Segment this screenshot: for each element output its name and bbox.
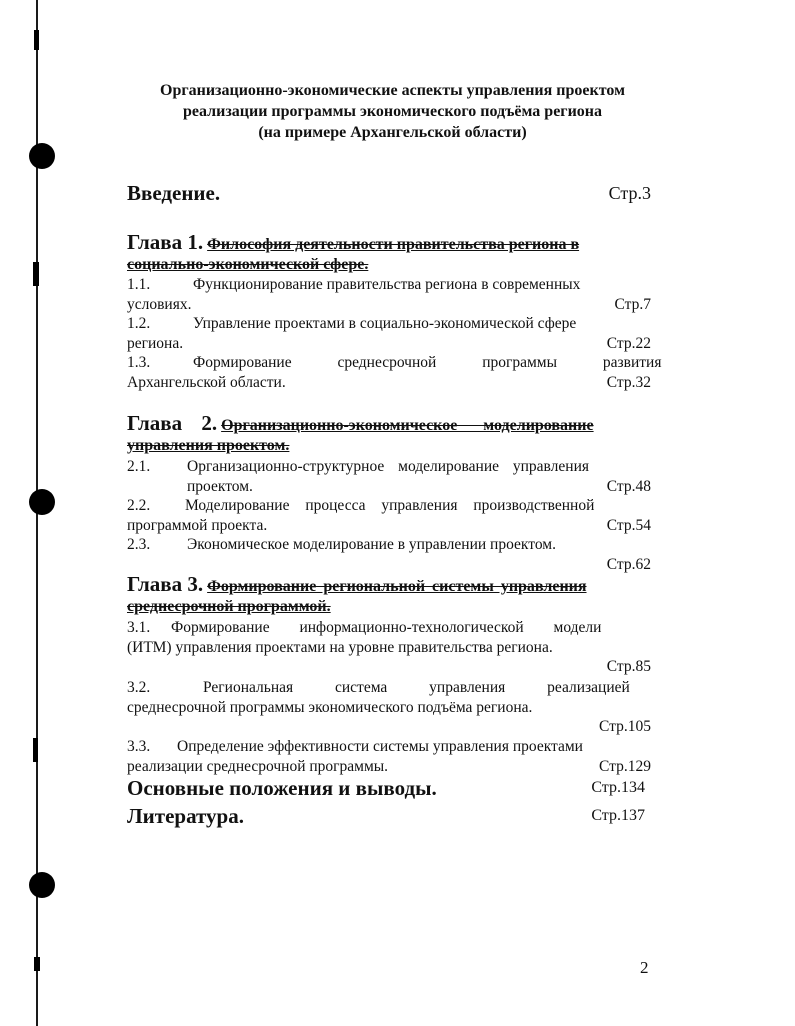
item-3-2-text-cont: среднесрочной программы экономического подъёма региона. [127, 698, 533, 716]
chapter-1-label: Глава 1. [127, 230, 204, 254]
introduction-label: Введение. [127, 181, 221, 205]
item-3-3-page: Стр.129 [599, 757, 651, 775]
toc-item-3-2 [127, 678, 651, 737]
conclusions-label: Основные положения и выводы. [127, 776, 437, 800]
punch-hole [29, 489, 55, 515]
toc-item-1-2 [127, 314, 651, 353]
toc-item-2-3 [127, 535, 651, 574]
item-3-3-number: 3.3. [127, 738, 151, 755]
item-3-3-text: Определение эффективности системы управления проектами [177, 738, 583, 755]
chapter-1-title-line-2: социально-экономической сфере. [127, 256, 369, 273]
toc-introduction [127, 180, 651, 206]
binding-mark [33, 738, 38, 762]
item-3-1-text: Формирование информационно-технологической модели [171, 619, 602, 636]
item-2-1-text-cont: проектом. [187, 477, 253, 495]
item-2-3-page: Стр.62 [606, 555, 651, 573]
item-2-2-number: 2.2. [127, 497, 151, 514]
item-1-1-number: 1.1. [127, 276, 151, 293]
toc-item-3-3 [127, 737, 651, 776]
literature-label: Литература. [127, 804, 244, 828]
item-2-1-page: Стр.48 [606, 477, 651, 495]
toc-item-1-3 [127, 353, 662, 392]
item-3-1-number: 3.1. [127, 619, 151, 636]
chapter-2-heading [127, 411, 653, 456]
item-2-1-text: Организационно-структурное моделирование управления [187, 458, 590, 475]
item-1-1-text-cont: условиях. [127, 295, 192, 313]
item-3-2-text: Региональная система управления реализацией [203, 679, 630, 696]
toc-item-2-2 [127, 496, 651, 535]
chapter-1-heading [127, 230, 653, 275]
item-3-1-text-cont: (ИТМ) управления проектами на уровне правительства региона. [127, 638, 553, 656]
document-title [120, 80, 665, 143]
page-number: 2 [640, 958, 649, 977]
punch-hole [29, 143, 55, 169]
item-2-3-text: Экономическое моделирование в управлении проектом. [187, 536, 556, 553]
title-line-3: (на примере Архангельской области) [258, 124, 527, 141]
chapter-1-title-line-1: Философия деятельности правительства региона в [207, 236, 580, 253]
item-1-3-number: 1.3. [127, 354, 151, 371]
title-line-1: Организационно-экономические аспекты управления проектом [160, 82, 625, 99]
chapter-3-label: Глава 3. [127, 572, 204, 596]
item-2-2-page: Стр.54 [606, 516, 651, 534]
item-1-2-number: 1.2. [127, 315, 151, 332]
toc-item-3-1 [127, 618, 651, 677]
conclusions-page: Стр.134 [591, 779, 645, 796]
toc-literature [127, 803, 645, 829]
introduction-page: Стр.3 [608, 183, 651, 203]
item-2-3-number: 2.3. [127, 536, 151, 553]
item-2-2-text: Моделирование процесса управления производственной [185, 497, 595, 514]
chapter-2-label: Глава 2. [127, 411, 218, 435]
item-1-3-page: Стр.32 [606, 373, 651, 391]
toc-item-2-1 [127, 457, 651, 496]
item-1-3-text: Формирование среднесрочной программы развития [193, 354, 662, 371]
item-1-1-text: Функционирование правительства региона в современных [193, 276, 581, 293]
item-2-1-number: 2.1. [127, 458, 151, 475]
item-3-2-page: Стр.105 [599, 718, 651, 735]
toc-item-1-1 [127, 275, 651, 314]
chapter-3-heading [127, 572, 653, 617]
chapter-3-title-line-1: Формирование региональной системы управления [207, 578, 587, 595]
chapter-3-title-line-2: среднесрочной программой. [127, 598, 331, 615]
item-1-2-page: Стр.22 [606, 334, 651, 352]
item-3-3-text-cont: реализации среднесрочной программы. [127, 757, 389, 775]
item-1-1-page: Стр.7 [614, 295, 651, 313]
binding-mark [34, 957, 40, 971]
chapter-2-title-line-2: управления проектом. [127, 437, 290, 454]
item-1-2-text: Управление проектами в социально-экономической сфере [193, 315, 577, 332]
item-2-2-text-cont: программой проекта. [127, 516, 268, 534]
item-3-1-page: Стр.85 [606, 658, 651, 675]
chapter-2-title-line-1: Организационно-экономическое моделирование [221, 417, 594, 434]
binding-mark [33, 262, 39, 286]
literature-page: Стр.137 [591, 807, 645, 824]
toc-conclusions [127, 775, 645, 801]
item-1-2-text-cont: региона. [127, 334, 184, 352]
title-line-2: реализации программы экономического подъёма региона [182, 103, 602, 120]
binding-mark [34, 30, 39, 50]
item-1-3-text-cont: Архангельской области. [127, 373, 286, 391]
item-3-2-number: 3.2. [127, 679, 151, 696]
punch-hole [29, 872, 55, 898]
